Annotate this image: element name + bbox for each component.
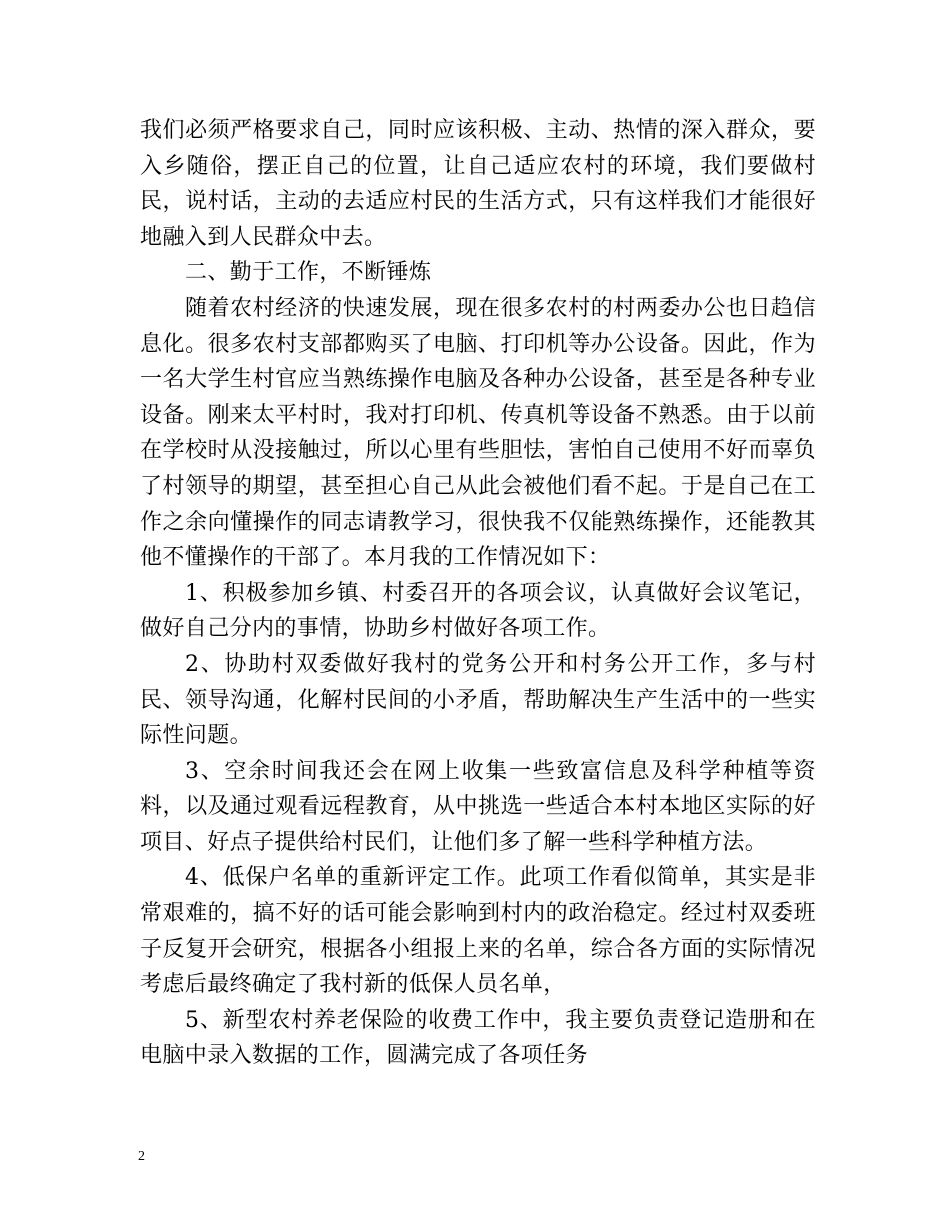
paragraph-3: 随着农村经济的快速发展，现在很多农村的村两委办公也日趋信息化。很多农村支部都购买了电脑、打印机等办公设备。因此，作为一名大学生村官应当熟练操作电脑及各种办公设备，甚至是各种专业设备。刚来太平村时，我对打印机、传真机等设备不熟悉。由于以前在学校时从没接触过，所以心里有些胆怯，害怕自己使用不好而辜负了村领导的期望，甚至担心自己从此会被他们看不起。于是自己在工作之余向懂操作的同志请教学习，很快我不仅能熟练操作，还能教其他不懂操作的干部了。本月我的工作情况如下： [140,295,816,571]
list-item-4: 4、低保户名单的重新评定工作。此项工作看似简单，其实是非常艰难的，搞不好的话可能会影响到村内的政治稳定。经过村双委班子反复开会研究，根据各小组报上来的名单，综合各方面的实际情况考虑后最终确定了我村新的低保人员名单， [140,865,816,998]
list-item-3: 3、空余时间我还会在网上收集一些致富信息及科学种植等资料，以及通过观看远程教育，从中挑选一些适合本村本地区实际的好项目、好点子提供给村民们，让他们多了解一些科学种植方法。 [140,758,816,855]
list-item-5: 5、新型农村养老保险的收费工作中，我主要负责登记造册和在电脑中录入数据的工作，圆满完成了各项任务 [140,1007,816,1069]
list-item-1: 1、积极参加乡镇、村委召开的各项会议，认真做好会议笔记，做好自己分内的事情，协助乡村做好各项工作。 [140,580,816,642]
page-number: 2 [138,1149,145,1164]
list-item-2: 2、协助村双委做好我村的党务公开和村务公开工作，多与村民、领导沟通，化解村民间的小矛盾，帮助解决生产生活中的一些实际性问题。 [140,651,816,749]
document-body [140,113,816,1074]
paragraph-1: 我们必须严格要求自己，同时应该积极、主动、热情的深入群众，要入乡随俗，摆正自己的位置，让自己适应农村的环境，我们要做村民，说村话，主动的去适应村民的生活方式，只有这样我们才能很好地融入到人民群众中去。 [140,118,816,250]
section-heading: 二、勤于工作，不断锤炼 [185,260,432,286]
